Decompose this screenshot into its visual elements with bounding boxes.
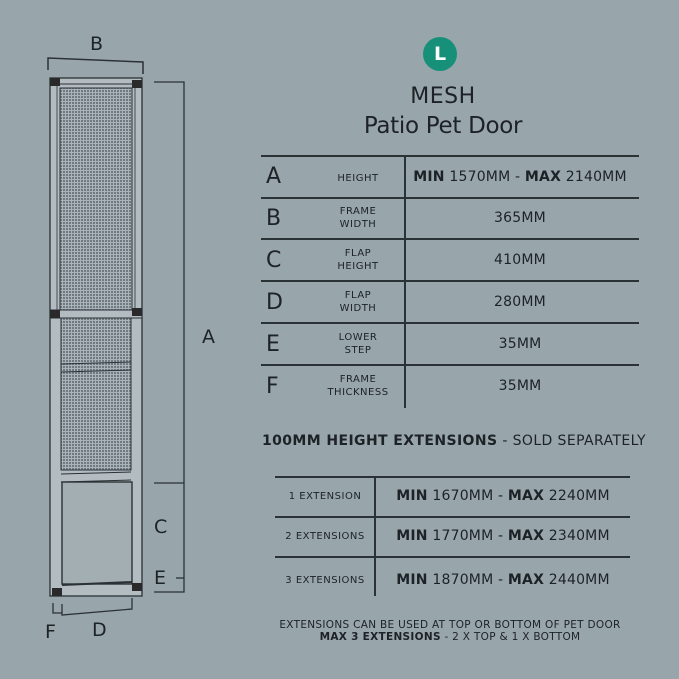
table-divider: [261, 322, 639, 324]
dimension-label-a: A: [202, 326, 215, 348]
table-divider: [261, 155, 639, 157]
dimension-label-f: F: [45, 621, 56, 643]
spec-label: FRAME WIDTH: [339, 206, 377, 230]
table-column-divider: [374, 476, 376, 596]
spec-letter: A: [266, 164, 282, 189]
spec-value: MIN 1570MM - MAX 2140MM: [413, 169, 627, 185]
spec-value: 35MM: [498, 378, 542, 394]
product-title: MESH: [410, 84, 476, 109]
table-divider: [275, 516, 630, 518]
size-badge: L: [423, 37, 457, 71]
spec-letter: E: [266, 332, 280, 357]
extension-value: MIN 1770MM - MAX 2340MM: [396, 528, 610, 544]
table-divider: [261, 197, 639, 199]
table-divider: [275, 556, 630, 558]
spec-letter: C: [266, 248, 282, 273]
table-divider: [261, 238, 639, 240]
spec-label: HEIGHT: [337, 173, 379, 184]
extension-label: 2 EXTENSIONS: [285, 531, 365, 542]
extension-value: MIN 1670MM - MAX 2240MM: [396, 488, 610, 504]
dimension-label-e: E: [154, 567, 167, 589]
spec-label: FLAP HEIGHT: [337, 248, 379, 272]
table-column-divider: [404, 155, 406, 408]
extensions-note-line2: MAX 3 EXTENSIONS - 2 X TOP & 1 X BOTTOM: [319, 631, 581, 643]
spec-label: LOWER STEP: [338, 332, 378, 356]
dimension-label-b: B: [90, 33, 104, 55]
spec-value: 365MM: [494, 210, 546, 226]
spec-value: 410MM: [494, 252, 546, 268]
table-divider: [261, 280, 639, 282]
table-divider: [261, 364, 639, 366]
spec-value: 280MM: [494, 294, 546, 310]
dimension-label-c: C: [154, 516, 168, 538]
extension-value: MIN 1870MM - MAX 2440MM: [396, 572, 610, 588]
extensions-note-line1: EXTENSIONS CAN BE USED AT TOP OR BOTTOM OF PET DOOR: [279, 619, 621, 631]
spec-letter: B: [266, 206, 282, 231]
spec-letter: F: [266, 374, 279, 399]
spec-letter: D: [266, 290, 283, 315]
extensions-heading: 100MM HEIGHT EXTENSIONS - SOLD SEPARATELY: [262, 433, 646, 449]
extension-label: 3 EXTENSIONS: [285, 575, 365, 586]
spec-label: FRAME THICKNESS: [327, 374, 389, 398]
table-divider: [275, 476, 630, 478]
extension-label: 1 EXTENSION: [288, 491, 362, 502]
dimension-label-d: D: [92, 619, 107, 641]
spec-value: 35MM: [498, 336, 542, 352]
product-subtitle: Patio Pet Door: [363, 113, 523, 139]
spec-label: FLAP WIDTH: [339, 290, 377, 314]
